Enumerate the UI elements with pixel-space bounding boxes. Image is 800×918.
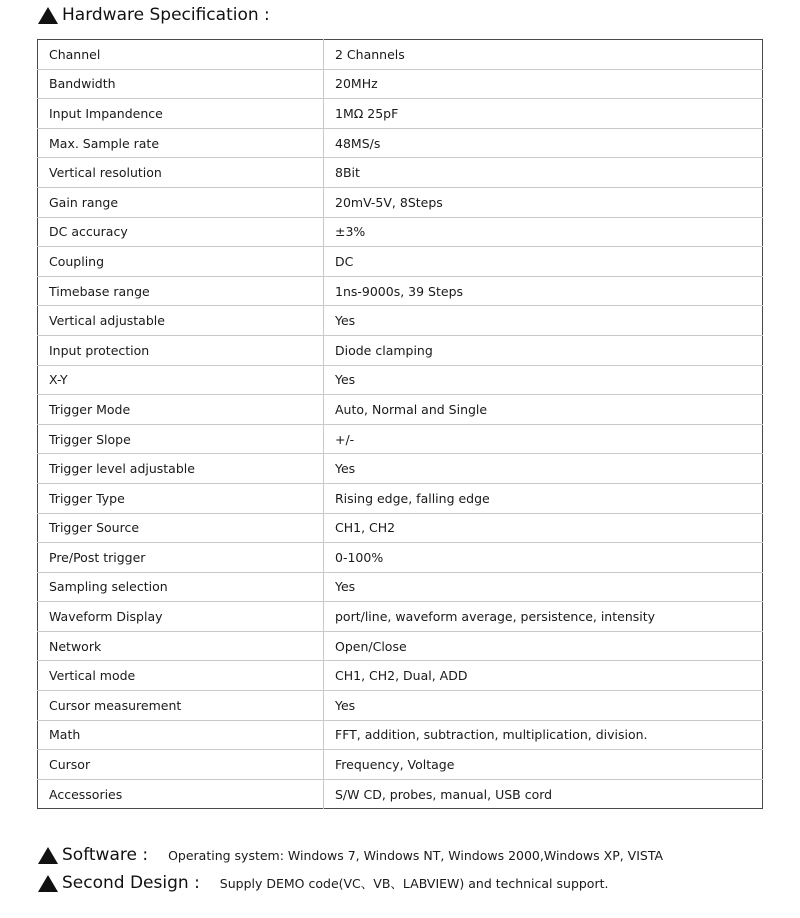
spec-name-cell: Cursor measurement	[38, 691, 324, 721]
spec-name-cell: DC accuracy	[38, 217, 324, 247]
spec-row	[38, 40, 763, 70]
spec-value-cell: CH1, CH2, Dual, ADD	[324, 661, 763, 691]
spec-value-cell: Yes	[324, 691, 763, 721]
spec-value-cell: 2 Channels	[324, 40, 763, 70]
spec-value-cell: 20MHz	[324, 69, 763, 99]
spec-name-cell: Cursor	[38, 750, 324, 780]
spec-value-cell: CH1, CH2	[324, 513, 763, 543]
second-design-title: Second Design :	[62, 873, 200, 893]
spec-row	[38, 187, 763, 217]
spec-row	[38, 691, 763, 721]
spec-value-cell: Rising edge, falling edge	[324, 483, 763, 513]
spec-value-cell: Frequency, Voltage	[324, 750, 763, 780]
second-design-heading	[38, 873, 608, 893]
hardware-spec-table	[37, 39, 763, 809]
spec-value-cell: Yes	[324, 306, 763, 336]
spec-name-cell: Input Impandence	[38, 99, 324, 129]
spec-value-cell: Yes	[324, 365, 763, 395]
spec-value-cell: Auto, Normal and Single	[324, 395, 763, 425]
software-description: Operating system: Windows 7, Windows NT, Windows 2000,Windows XP, VISTA	[168, 847, 664, 863]
spec-name-cell: Vertical resolution	[38, 158, 324, 188]
spec-row	[38, 602, 763, 632]
spec-value-cell: port/line, waveform average, persistence, intensity	[324, 602, 763, 632]
software-heading	[38, 845, 663, 865]
spec-row	[38, 779, 763, 809]
second-design-description: Supply DEMO code(VC、VB、LABVIEW) and technical support.	[219, 876, 609, 891]
spec-row	[38, 69, 763, 99]
spec-value-cell: 8Bit	[324, 158, 763, 188]
spec-name-cell: Timebase range	[38, 276, 324, 306]
spec-name-cell: Gain range	[38, 187, 324, 217]
spec-row	[38, 720, 763, 750]
spec-row	[38, 158, 763, 188]
spec-row	[38, 365, 763, 395]
spec-row	[38, 483, 763, 513]
hardware-spec-heading	[38, 5, 270, 25]
spec-row	[38, 543, 763, 573]
spec-row	[38, 631, 763, 661]
spec-value-cell: Diode clamping	[324, 335, 763, 365]
spec-value-cell: 20mV-5V, 8Steps	[324, 187, 763, 217]
spec-row	[38, 335, 763, 365]
spec-name-cell: Coupling	[38, 247, 324, 277]
spec-value-cell: Yes	[324, 454, 763, 484]
spec-name-cell: Channel	[38, 40, 324, 70]
spec-row	[38, 276, 763, 306]
spec-name-cell: Input protection	[38, 335, 324, 365]
spec-name-cell: Trigger Slope	[38, 424, 324, 454]
spec-name-cell: Accessories	[38, 779, 324, 809]
software-title: Software :	[62, 845, 149, 865]
spec-row	[38, 99, 763, 129]
spec-value-cell: S/W CD, probes, manual, USB cord	[324, 779, 763, 809]
spec-name-cell: Trigger Type	[38, 483, 324, 513]
spec-table-body	[38, 40, 763, 809]
spec-row	[38, 395, 763, 425]
spec-name-cell: Trigger Mode	[38, 395, 324, 425]
spec-row	[38, 128, 763, 158]
spec-name-cell: Trigger level adjustable	[38, 454, 324, 484]
spec-name-cell: Trigger Source	[38, 513, 324, 543]
spec-row	[38, 750, 763, 780]
spec-row	[38, 217, 763, 247]
spec-row	[38, 306, 763, 336]
spec-row	[38, 424, 763, 454]
spec-row	[38, 247, 763, 277]
triangle-up-icon	[38, 847, 58, 864]
spec-value-cell: 48MS/s	[324, 128, 763, 158]
spec-value-cell: 1ns-9000s, 39 Steps	[324, 276, 763, 306]
spec-value-cell: ±3%	[324, 217, 763, 247]
spec-value-cell: Open/Close	[324, 631, 763, 661]
spec-name-cell: Vertical mode	[38, 661, 324, 691]
spec-name-cell: Bandwidth	[38, 69, 324, 99]
spec-value-cell: FFT, addition, subtraction, multiplication, division.	[324, 720, 763, 750]
spec-name-cell: Math	[38, 720, 324, 750]
spec-value-cell: +/-	[324, 424, 763, 454]
spec-value-cell: DC	[324, 247, 763, 277]
spec-value-cell: Yes	[324, 572, 763, 602]
spec-name-cell: Sampling selection	[38, 572, 324, 602]
triangle-up-icon	[38, 875, 58, 892]
spec-name-cell: Max. Sample rate	[38, 128, 324, 158]
spec-name-cell: X-Y	[38, 365, 324, 395]
spec-row	[38, 513, 763, 543]
spec-name-cell: Waveform Display	[38, 602, 324, 632]
hardware-spec-title: Hardware Specification :	[62, 5, 270, 25]
spec-name-cell: Pre/Post trigger	[38, 543, 324, 573]
spec-row	[38, 572, 763, 602]
spec-row	[38, 454, 763, 484]
spec-value-cell: 1MΩ 25pF	[324, 99, 763, 129]
triangle-up-icon	[38, 7, 58, 24]
spec-row	[38, 661, 763, 691]
spec-name-cell: Vertical adjustable	[38, 306, 324, 336]
spec-name-cell: Network	[38, 631, 324, 661]
spec-value-cell: 0-100%	[324, 543, 763, 573]
